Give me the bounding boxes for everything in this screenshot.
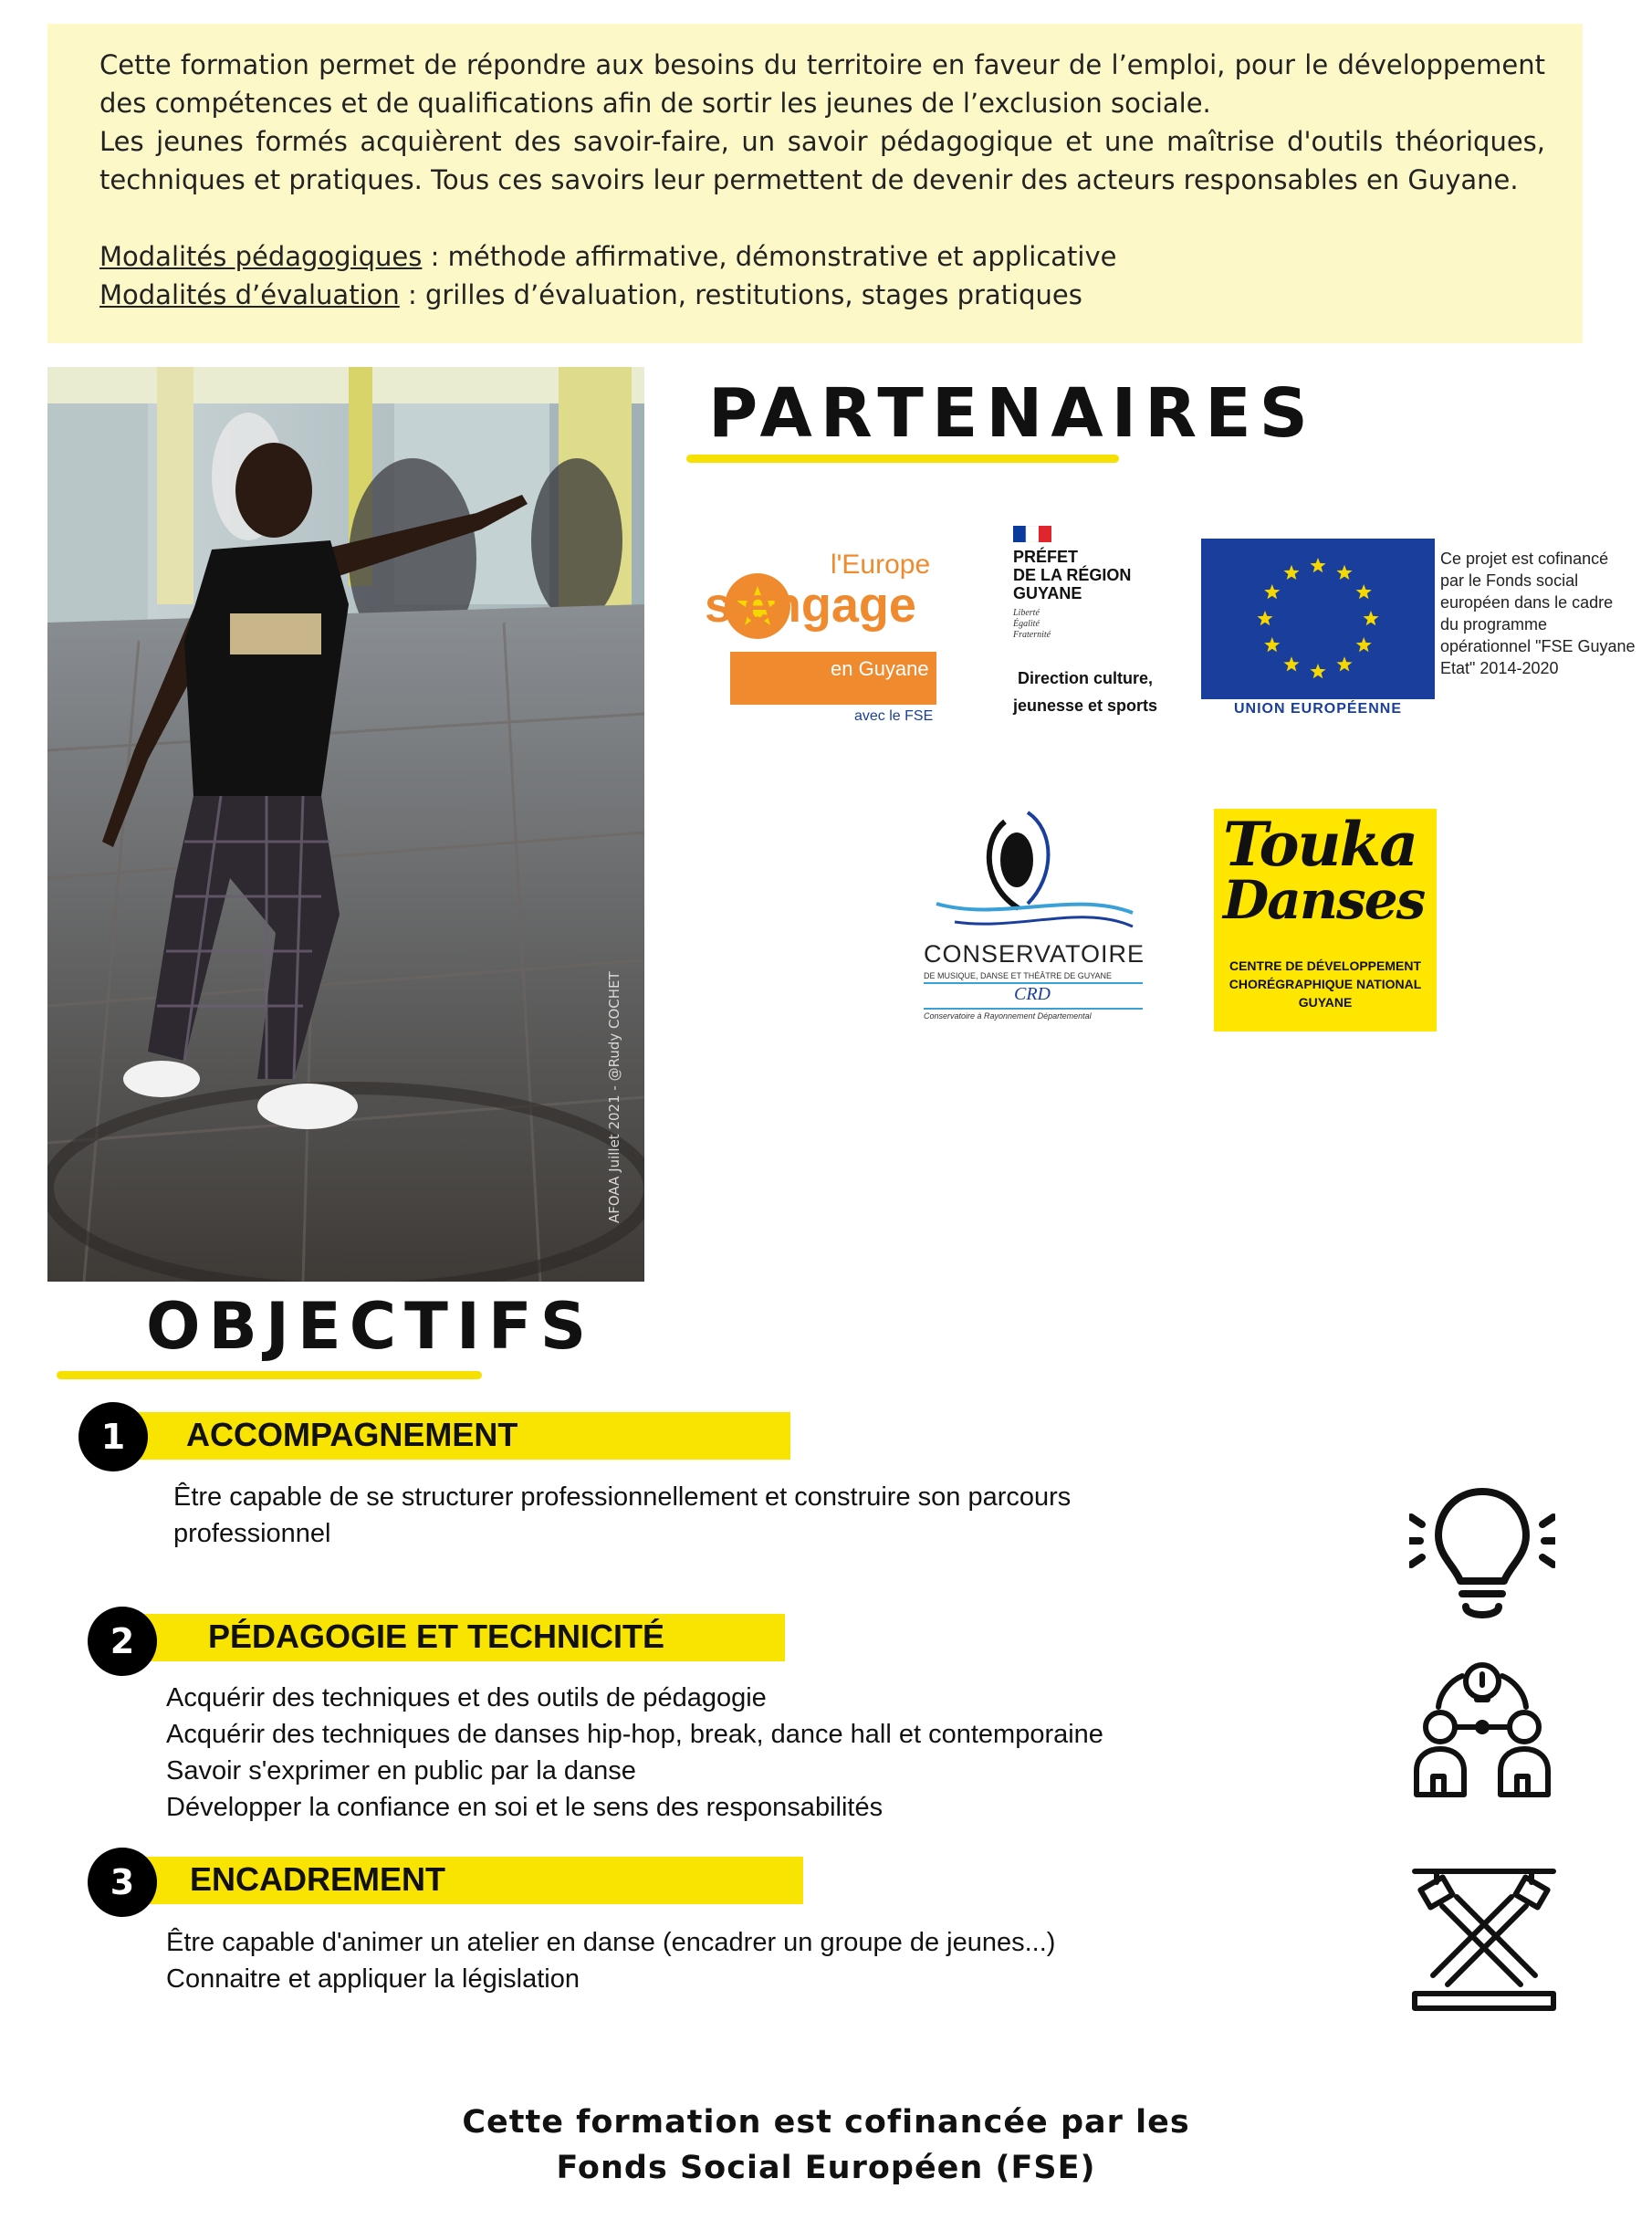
dancer-photo (47, 367, 644, 1282)
prefet-motto2: Égalité (1013, 619, 1040, 629)
photo-credit: AFOAA Juillet 2021 - @Rudy COCHET (606, 971, 622, 1223)
touka-line1: Touka (1223, 809, 1417, 880)
objective-2-number: 2 (88, 1607, 157, 1676)
objective-1-line: Être capable de se structurer professionnellement et construire son parcours (173, 1482, 1072, 1512)
modalites-evaluation-value: : grilles d’évaluation, restitutions, stages pratiques (399, 279, 1082, 310)
objective-2-label: PÉDAGOGIE ET TECHNICITÉ (208, 1618, 665, 1655)
objective-3-line: Connaitre et appliquer la législation (166, 1964, 580, 1994)
prefet-line1: PRÉFET (1013, 548, 1079, 566)
prefet-motto1: Liberté (1013, 608, 1040, 618)
eu-flag-icon (1201, 539, 1435, 699)
prefet-direction-line2: jeunesse et sports (1012, 696, 1158, 715)
eu-text-line: Ce projet est cofinancé (1440, 550, 1609, 568)
europe-sengage-logo (703, 542, 946, 725)
touka-line2: Danses (1223, 869, 1425, 931)
eu-text-line: Etat" 2014-2020 (1440, 659, 1559, 677)
objective-1-description (173, 1479, 1071, 1552)
intro-line-4: techniques et pratiques. Tous ces savoirs leur permettent de devenir des acteurs responsables en Guyane. (99, 164, 1519, 195)
dancer-photo-illustration (47, 367, 644, 1282)
conservatoire-footer: Conservatoire à Rayonnement Départemental (924, 1011, 1092, 1021)
eu-caption: UNION EUROPÉENNE (1233, 701, 1403, 717)
french-flag-icon (1013, 526, 1051, 542)
conservatoire-crd: CRD (1014, 984, 1051, 1004)
footer-line2: Fonds Social Européen (FSE) (556, 2150, 1096, 2186)
conservatoire-name: CONSERVATOIRE (924, 940, 1145, 968)
objectives-underline (57, 1371, 482, 1379)
prefet-line3: GUYANE (1013, 584, 1082, 602)
intro-line-2: des compétences et de qualifications afin de sortir les jeunes de l’exclusion sociale. (99, 88, 1211, 119)
objective-3-line: Être capable d'animer un atelier en danse (encadrer un groupe de jeunes...) (166, 1928, 1056, 1957)
objective-1-number: 1 (78, 1402, 148, 1471)
collaboration-icon (1411, 1658, 1553, 1800)
objective-3-label: ENCADREMENT (190, 1860, 446, 1898)
objectives-heading: OBJECTIFS (146, 1289, 595, 1364)
modalites-pedagogiques-value: : méthode affirmative, démonstrative et applicative (422, 241, 1117, 272)
intro-line-1: Cette formation permet de répondre aux besoins du territoire en faveur de l’emploi, pour le développement (99, 49, 1545, 80)
conservatoire-subtitle: DE MUSIQUE, DANSE ET THÉÂTRE DE GUYANE (924, 971, 1113, 980)
prefet-direction-line1: Direction culture, (1017, 669, 1154, 687)
europe-logo-line1: l'Europe (831, 550, 931, 580)
europe-logo-line3: en Guyane (831, 657, 929, 680)
stage-spotlights-icon (1411, 1866, 1557, 2012)
europe-logo-line2: s'engage (705, 578, 916, 633)
lightbulb-icon (1409, 1481, 1555, 1627)
eu-text-line: par le Fonds social (1440, 571, 1579, 590)
eu-text-line: européen dans le cadre (1440, 593, 1614, 612)
objective-3-description (166, 1924, 1055, 1997)
touka-sub3: GUYANE (1298, 995, 1353, 1010)
touka-sub1: CENTRE DE DÉVELOPPEMENT (1229, 958, 1422, 973)
objective-1-label: ACCOMPAGNEMENT (186, 1416, 518, 1453)
europe-logo-line4: avec le FSE (854, 708, 934, 724)
prefet-motto3: Fraternité (1013, 630, 1051, 640)
modalites-pedagogiques (99, 241, 1117, 272)
objective-2-description (166, 1680, 1103, 1826)
modalites-evaluation (99, 279, 1082, 310)
prefet-line2: DE LA RÉGION (1013, 566, 1132, 584)
intro-line-3: Les jeunes formés acquièrent des savoir-faire, un savoir pédagogique et une maîtrise d'outils théoriques, (99, 126, 1545, 157)
conservatoire-divider-2 (924, 1008, 1143, 1010)
prefet-region-guyane-logo (1011, 524, 1157, 716)
eu-text-line: opérationnel "FSE Guyane (1440, 637, 1636, 655)
objective-2-line: Développer la confiance en soi et le sens des responsabilités (166, 1793, 884, 1822)
objective-2-line: Acquérir des techniques de danses hip-hop, break, dance hall et contemporaine (166, 1720, 1103, 1749)
eu-cofinance-text (1440, 548, 1636, 679)
partners-underline (686, 455, 1119, 463)
eu-flag-logo (1201, 539, 1435, 721)
eu-text-line: du programme (1440, 615, 1548, 634)
conservatoire-emblem (918, 803, 1146, 940)
objective-1-line: professionnel (173, 1519, 331, 1548)
objective-3-number: 3 (88, 1848, 157, 1917)
intro-box (47, 24, 1583, 343)
touka-sub2: CHORÉGRAPHIQUE NATIONAL (1229, 977, 1422, 991)
conservatoire-logo (918, 803, 1146, 1027)
modalites-evaluation-label: Modalités d’évaluation (99, 279, 400, 310)
footer-cofinance (0, 2100, 1652, 2191)
objective-2-line: Savoir s'exprimer en public par la danse (166, 1756, 636, 1785)
objective-2-line: Acquérir des techniques et des outils de pédagogie (166, 1683, 767, 1712)
footer-line1: Cette formation est cofinancée par les (462, 2104, 1190, 2141)
touka-danses-logo (1214, 809, 1437, 1031)
modalites-pedagogiques-label: Modalités pédagogiques (99, 241, 423, 272)
partners-heading: PARTENAIRES (708, 374, 1316, 453)
